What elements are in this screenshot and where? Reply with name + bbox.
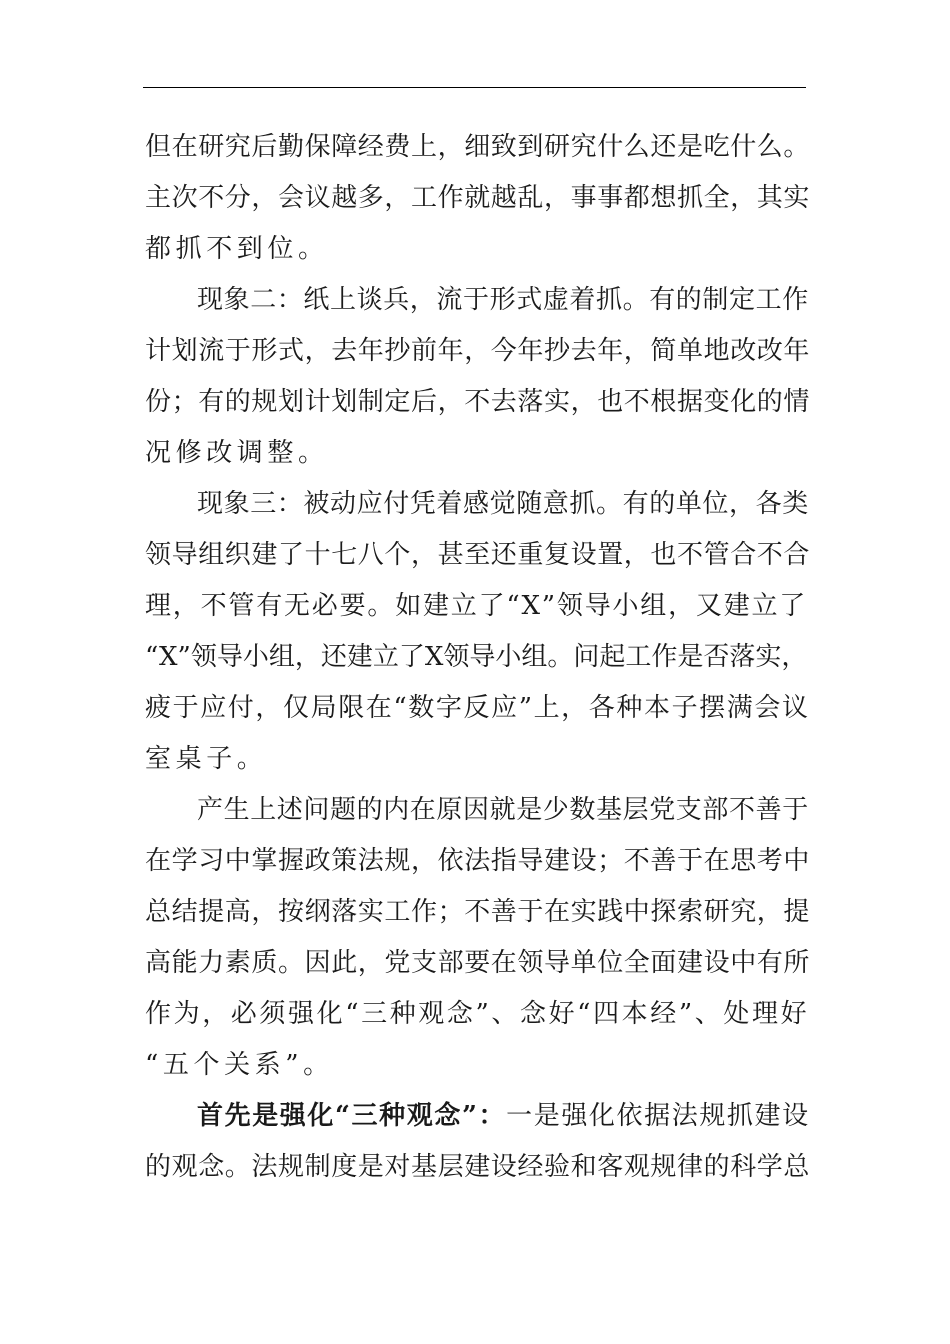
paragraph (145, 785, 810, 1091)
paragraph (145, 275, 810, 479)
text-line (145, 1091, 810, 1142)
bold-lead-text: 首先是强化“三种观念”： (197, 1101, 507, 1131)
text-line: 领导组织建了十七八个，甚至还重复设置，也不管合不合 (145, 540, 811, 570)
text-line: 高能力素质。因此，党支部要在领导单位全面建设中有所 (145, 948, 811, 978)
paragraph (145, 479, 810, 785)
text-line: 现象二：纸上谈兵，流于形式虚着抓。有的制定工作 (197, 285, 809, 315)
text-line: 产生上述问题的内在原因就是少数基层党支部不善于 (197, 795, 809, 825)
text-run: 一是强化依据法规抓建设 (506, 1101, 810, 1131)
paragraph (145, 122, 810, 275)
text-line: 计划流于形式，去年抄前年，今年抄去年，简单地改改年 (145, 336, 811, 366)
text-line: 理，不管有无必要。如建立了“X”领导小组，又建立了 (145, 591, 808, 621)
header-rule (143, 87, 806, 88)
text-line: 况修改调整。 (145, 438, 329, 468)
text-line: 疲于应付，仅局限在“数字反应”上，各种本子摆满会议 (145, 693, 810, 723)
text-line: “X”领导小组，还建立了X领导小组。问起工作是否落实， (145, 642, 808, 672)
paragraph (145, 1091, 810, 1193)
text-line: 的观念。法规制度是对基层建设经验和客观规律的科学总 (145, 1152, 811, 1182)
text-line: 在学习中掌握政策法规，依法指导建设；不善于在思考中 (145, 846, 811, 876)
text-line: 总结提高，按纲落实工作；不善于在实践中探索研究，提 (145, 897, 811, 927)
text-line: 主次不分，会议越多，工作就越乱，事事都想抓全，其实 (145, 183, 811, 213)
text-line: 份；有的规划计划制定后，不去落实，也不根据变化的情 (145, 387, 811, 417)
text-line: 室桌子。 (145, 744, 268, 774)
document-body (145, 122, 810, 1193)
text-line: “五个关系”。 (145, 1050, 334, 1080)
text-line: 作为，必须强化“三种观念”、念好“四本经”、处理好 (145, 999, 810, 1029)
text-line: 现象三：被动应付凭着感觉随意抓。有的单位，各类 (197, 489, 809, 519)
text-line: 但在研究后勤保障经费上，细致到研究什么还是吃什么。 (145, 132, 811, 162)
text-line: 都抓不到位。 (145, 234, 329, 264)
